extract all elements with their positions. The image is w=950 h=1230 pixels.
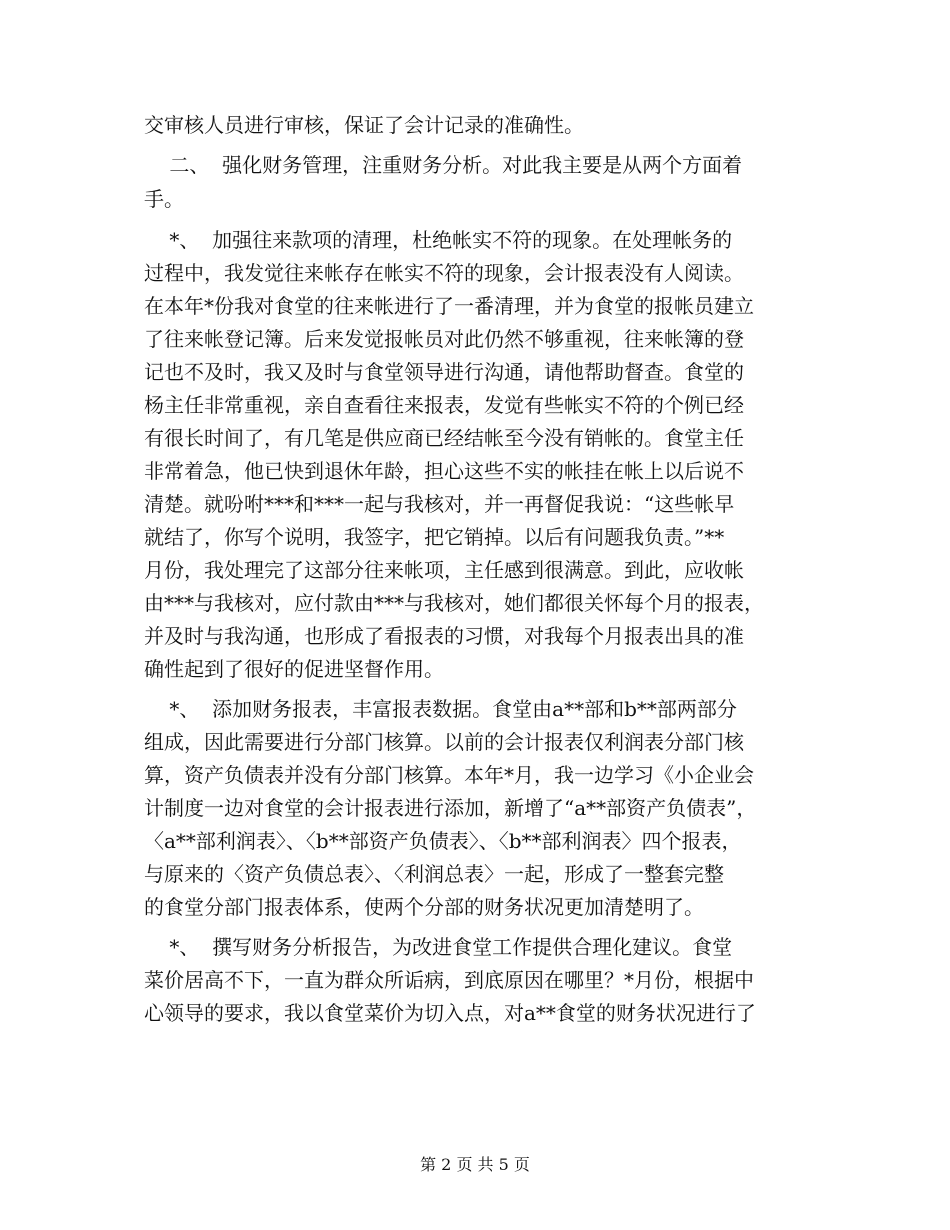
body-line-16: 并及时与我沟通，也形成了看报表的习惯，对我每个月报表出具的准 (144, 624, 744, 648)
body-line-3: 手。 (144, 187, 184, 211)
body-line-12: 清楚。就吩咐***和***一起与我核对，并一再督促我说：“这些帐早 (144, 492, 735, 516)
body-line-26: 菜价居高不下，一直为群众所诟病，到底原因在哪里？*月份，根据中 (144, 968, 754, 992)
body-line-22: 〈a**部利润表〉、〈b**部资产负债表〉、〈b**部利润表〉四个报表， (144, 829, 742, 853)
body-line-23: 与原来的〈资产负债总表〉、〈利润总表〉一起，形成了一整套完整 (144, 862, 724, 886)
body-line-14: 月份，我处理完了这部分往来帐项，主任感到很满意。到此，应收帐 (144, 558, 744, 582)
body-line-15: 由***与我核对，应付款由***与我核对，她们都很关怀每个月的报表， (144, 591, 764, 615)
body-line-5: 过程中，我发觉往来帐存在帐实不符的现象，会计报表没有人阅读。 (144, 261, 744, 285)
body-line-7: 了往来帐登记簿。后来发觉报帐员对此仍然不够重视，往来帐簿的登 (144, 327, 744, 351)
body-line-17: 确性起到了很好的促进坚督作用。 (144, 657, 444, 681)
body-line-25: *、 撰写财务分析报告，为改进食堂工作提供合理化建议。食堂 (144, 935, 733, 959)
body-line-9: 杨主任非常重视，亲自查看往来报表，发觉有些帐实不符的个例已经 (144, 393, 744, 417)
body-line-1: 交审核人员进行审核，保证了会计记录的准确性。 (144, 113, 584, 137)
body-line-13: 就结了，你写个说明，我签字，把它销掉。以后有问题我负责。”** (144, 525, 725, 549)
body-line-2: 二、 强化财务管理，注重财务分析。对此我主要是从两个方面着 (144, 153, 743, 177)
body-line-6: 在本年*份我对食堂的往来帐进行了一番清理，并为食堂的报帐员建立 (144, 294, 754, 318)
body-line-4: *、 加强往来款项的清理，杜绝帐实不符的现象。在处理帐务的 (144, 228, 733, 252)
body-line-8: 记也不及时，我又及时与食堂领导进行沟通，请他帮助督查。食堂的 (144, 360, 744, 384)
page-number-footer: 第 2 页 共 5 页 (420, 1155, 530, 1174)
body-line-24: 的食堂分部门报表体系，使两个分部的财务状况更加清楚明了。 (144, 895, 704, 919)
body-line-18: *、 添加财务报表，丰富报表数据。食堂由a**部和b**部两部分 (144, 697, 737, 721)
body-line-11: 非常着急，他已快到退休年龄，担心这些不实的帐挂在帐上以后说不 (144, 459, 744, 483)
body-line-27: 心领导的要求，我以食堂菜价为切入点，对a**食堂的财务状况进行了 (144, 1001, 756, 1025)
body-line-20: 算，资产负债表并没有分部门核算。本年*月，我一边学习《小企业会 (144, 763, 754, 787)
body-line-19: 组成，因此需要进行分部门核算。以前的会计报表仅利润表分部门核 (144, 730, 744, 754)
body-line-10: 有很长时间了，有几笔是供应商已经结帐至今没有销帐的。食堂主任 (144, 426, 744, 450)
body-line-21: 计制度一边对食堂的会计报表进行添加，新增了“a**部资产负债表”， (144, 796, 757, 820)
